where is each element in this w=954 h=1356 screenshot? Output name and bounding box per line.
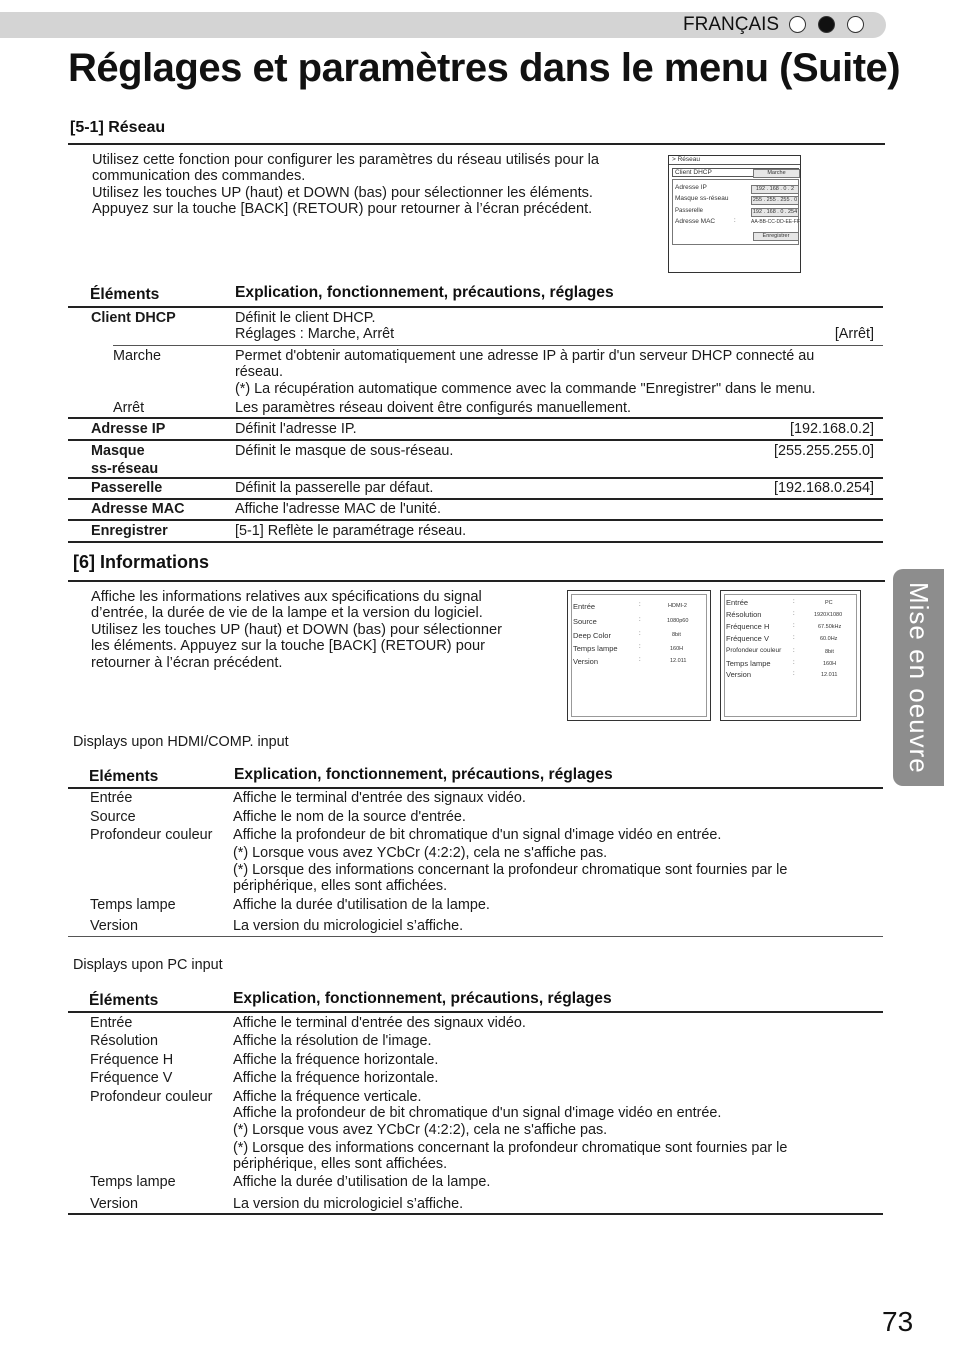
- section-indicator-dot-2-active: [818, 16, 835, 33]
- osd-dhcp-row: Client DHCP Marche: [672, 168, 799, 177]
- default-value: [192.168.0.2]: [789, 421, 874, 437]
- language-label: FRANÇAIS: [683, 14, 780, 35]
- row-masque: Masque: [91, 443, 145, 459]
- table-row: Fréquence V: [90, 1070, 173, 1086]
- row-arret: Arrêt: [113, 400, 145, 416]
- row-adresse-mac: Adresse MAC: [91, 501, 185, 517]
- hdmi-note: Displays upon HDMI/COMP. input: [73, 734, 289, 750]
- table-row: Profondeur couleur: [90, 827, 213, 843]
- table-row: Temps lampe: [90, 897, 176, 913]
- section-rule: [68, 143, 885, 145]
- osd-address-group: Adresse IP 192 . 168 . 0 . 2 Masque ss-réseau 255 . 255 . 255 . 0 Passerelle 192 . 168 . 0 . 254 Adresse MAC : AA-BB-CC-DD-EE-FF Enregistrer: [672, 179, 799, 245]
- page-title: Réglages et paramètres dans le menu (Suite): [68, 46, 901, 90]
- chapter-side-tab-label: Mise en oeuvre: [904, 581, 934, 774]
- table-row: Source: [90, 809, 136, 825]
- table-row: Résolution: [90, 1033, 158, 1049]
- network-table-header-explanation: Explication, fonctionnement, précautions, réglages: [235, 284, 614, 301]
- row-marche: Marche: [113, 348, 161, 364]
- row-adresse-ip: Adresse IP: [91, 421, 166, 437]
- table-row: Temps lampe: [90, 1174, 176, 1190]
- table-row: Profondeur couleur: [90, 1089, 213, 1105]
- row-enregistrer: Enregistrer: [91, 523, 168, 539]
- hdmi-table-header-elements: Eléments: [89, 768, 159, 785]
- section-heading-network: [5-1] Réseau: [70, 119, 166, 136]
- pc-note: Displays upon PC input: [73, 957, 223, 973]
- network-osd-screenshot: [668, 155, 801, 273]
- osd-header: > Réseau: [669, 156, 800, 165]
- row-client-dhcp: Client DHCP: [91, 310, 176, 326]
- table-row: Entrée: [90, 790, 133, 806]
- table-row: Fréquence H: [90, 1052, 174, 1068]
- row-passerelle: Passerelle: [91, 480, 163, 496]
- section-heading-informations: [6] Informations: [73, 552, 210, 572]
- section-rule: [68, 580, 885, 582]
- pc-table-header-elements: Éléments: [89, 992, 159, 1009]
- pc-table-header-explanation: Explication, fonctionnement, précautions, réglages: [233, 990, 612, 1007]
- section-indicator-dot-3: [847, 16, 864, 33]
- info-osd-pc-screenshot: Entrée : PC Résolution : 1920X1080 Fréquence H : 67.50kHz Fréquence V : 60.0Hz Profondeur couleur : 8bit Temps lampe : 160H Version : 12.011: [720, 590, 861, 721]
- default-value: [192.168.0.254]: [773, 480, 874, 496]
- default-value: [Arrêt]: [834, 326, 874, 342]
- section-indicator-dot-1: [789, 16, 806, 33]
- table-row: Entrée: [90, 1015, 133, 1031]
- default-value: [255.255.255.0]: [773, 443, 874, 459]
- network-table-header-elements: Éléments: [90, 286, 160, 303]
- table-row: Version: [90, 918, 138, 934]
- info-osd-hdmi-screenshot: Entrée : HDMI-2 Source : 1080p60 Deep Color : 8bit Temps lampe : 160H Version : 12.011: [567, 590, 711, 721]
- table-row: Version: [90, 1196, 138, 1212]
- page-number: 73: [882, 1306, 914, 1337]
- chevron-right-icon: >: [672, 156, 676, 163]
- network-intro: Utilisez cette fonction pour configurer les paramètres du réseau utilisés pour la communication des commandes. Utilisez les touches UP (haut) et DOWN (bas) pour sélectionner les éléments. Appuyez sur la touche [BACK] (RETOUR) pour retourner à l’écran précédent.: [92, 152, 599, 218]
- info-intro: Affiche les informations relatives aux spécifications du signal d’entrée, la durée de vie de la lampe et la version du logiciel. Utilisez les touches UP (haut) et DOWN (bas) pour sélectionner les éléments. Appuyez sur la touche [BACK] (RETOUR) pour retourner à l’écran précédent.: [91, 589, 502, 671]
- hdmi-table-header-explanation: Explication, fonctionnement, précautions, réglages: [234, 766, 613, 783]
